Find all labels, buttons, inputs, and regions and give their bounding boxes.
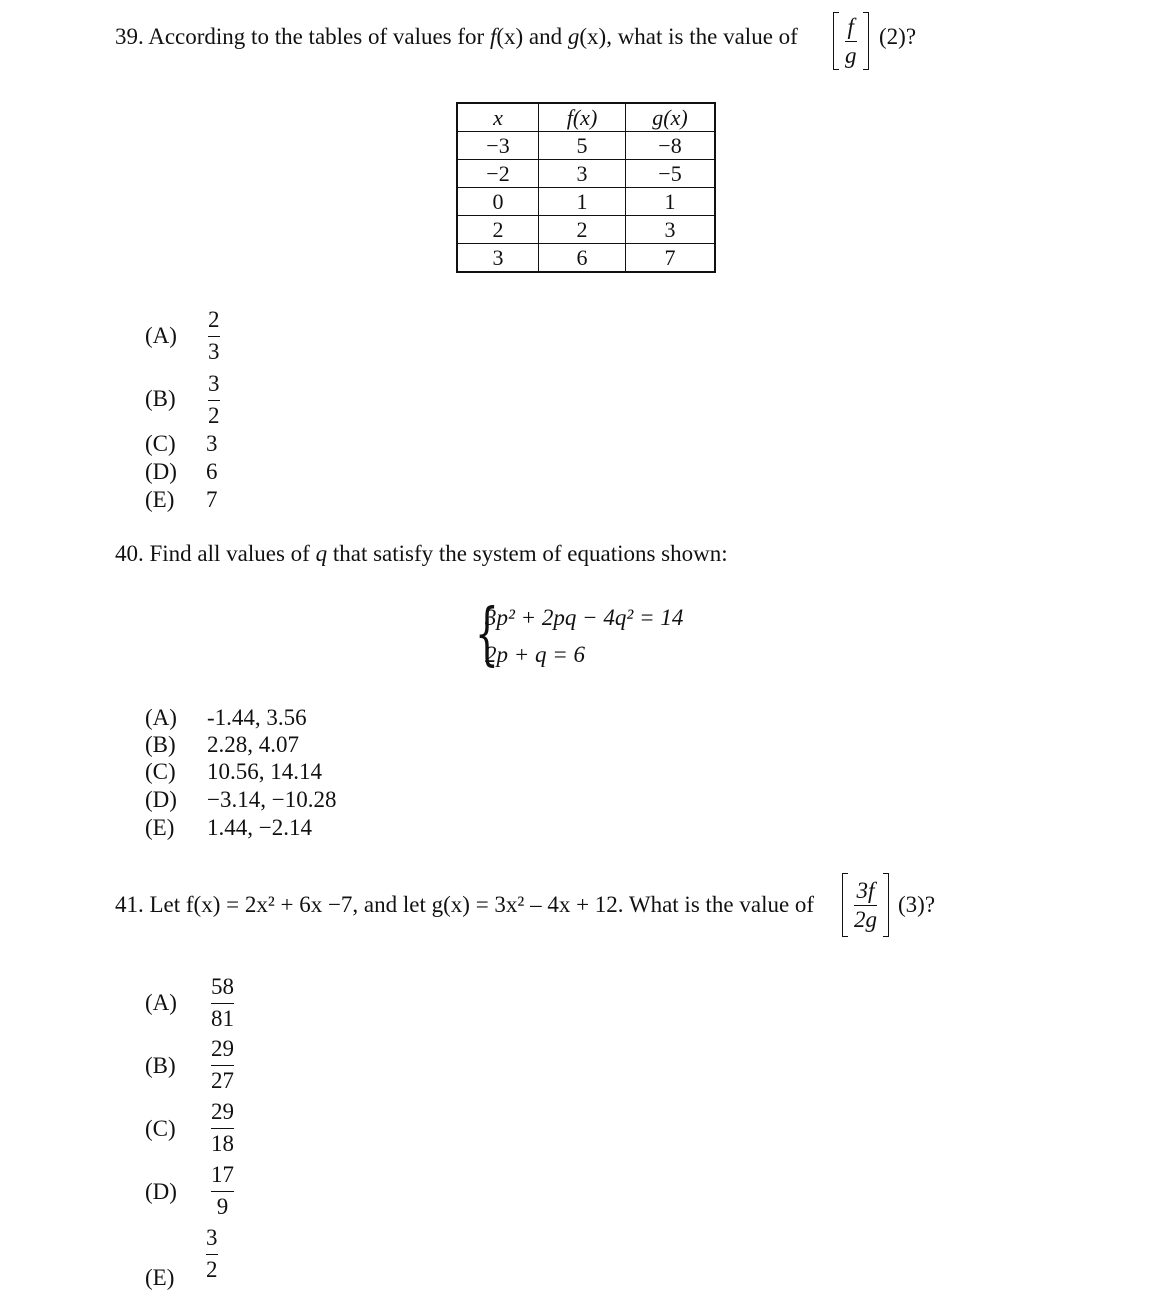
q40-choice-d-label[interactable]: (D) <box>145 787 177 812</box>
q39-g: g <box>567 24 580 49</box>
q39-choice-c-label[interactable]: (C) <box>145 431 176 456</box>
q40-prompt <box>115 541 728 567</box>
q41-choice-e-fraction[interactable] <box>206 1225 218 1283</box>
table-cell: 2 <box>539 216 626 244</box>
q41-number: 41. <box>115 892 144 917</box>
q41-text: Let f(x) = 2x² + 6x −7, and let g(x) = 3x² – 4x + 12. What is the value of <box>149 892 815 917</box>
table-cell: 2 <box>457 216 539 244</box>
q40-choice-d-value[interactable]: −3.14, −10.28 <box>207 787 337 812</box>
q40-text-b: that satisfy the system of equations shown: <box>332 541 728 566</box>
q39-text-before: According to the tables of values for <box>148 24 485 49</box>
table-cell: −8 <box>626 132 716 160</box>
table-cell: 1 <box>539 188 626 216</box>
q39-choice-a-num: 2 <box>208 307 220 332</box>
table-header-row <box>457 103 715 132</box>
q41-choice-d-num: 17 <box>211 1162 234 1187</box>
q41-choice-a-num: 58 <box>211 974 234 999</box>
q41-choice-a-fraction[interactable] <box>211 974 234 1032</box>
q40-var: q <box>315 541 328 566</box>
header-fx: f(x) <box>539 103 626 132</box>
q41-choice-c-label[interactable]: (C) <box>145 1116 176 1141</box>
table-cell: 0 <box>457 188 539 216</box>
q41-choice-d-label[interactable]: (D) <box>145 1179 177 1204</box>
q39-choice-e-value[interactable]: 7 <box>206 487 218 512</box>
q39-choice-d-label[interactable]: (D) <box>145 459 177 484</box>
q40-eq1: 3p² + 2pq − 4q² = 14 <box>485 605 684 630</box>
q39-gx-arg: (x), what is the value of <box>579 24 798 49</box>
q40-choice-b-label[interactable]: (B) <box>145 732 176 757</box>
q39-choice-c-value[interactable]: 3 <box>206 431 218 456</box>
q39-fx-arg: (x) <box>496 24 524 49</box>
q41-choice-b-den: 27 <box>211 1068 234 1093</box>
q41-bracket-fraction <box>842 873 889 937</box>
table-row <box>457 188 715 216</box>
q39-frac-den: g <box>845 42 857 68</box>
q41-frac-num: 3f <box>856 877 875 903</box>
q40-text-a: Find all values of <box>149 541 310 566</box>
q40-choice-a-label[interactable]: (A) <box>145 705 177 730</box>
q39-choice-d-value[interactable]: 6 <box>206 459 218 484</box>
q41-choice-e-den: 2 <box>206 1257 218 1282</box>
q40-choice-a-value[interactable]: -1.44, 3.56 <box>207 705 307 730</box>
q39-f: f <box>489 24 497 49</box>
table-row <box>457 216 715 244</box>
q41-choice-e-label[interactable]: (E) <box>145 1265 175 1290</box>
table-cell: −5 <box>626 160 716 188</box>
q40-choice-b-value[interactable]: 2.28, 4.07 <box>207 732 299 757</box>
q41-choice-d-fraction[interactable] <box>211 1162 234 1220</box>
q40-eq2: 2p + q = 6 <box>485 642 586 667</box>
table-cell: 3 <box>626 216 716 244</box>
table-cell: −3 <box>457 132 539 160</box>
q39-choice-b-num: 3 <box>208 371 220 396</box>
header-x: x <box>457 103 539 132</box>
header-gx: g(x) <box>626 103 716 132</box>
q41-choice-b-num: 29 <box>211 1036 234 1061</box>
q41-choice-d-den: 9 <box>216 1194 229 1219</box>
q41-prompt <box>115 892 814 918</box>
table-row <box>457 244 715 273</box>
table-cell: 6 <box>539 244 626 273</box>
q39-frac-num: f <box>847 13 854 39</box>
q41-tail: (3)? <box>898 892 936 917</box>
q40-choice-c-value[interactable]: 10.56, 14.14 <box>207 759 322 784</box>
table-cell: 3 <box>539 160 626 188</box>
q39-prompt <box>115 24 798 50</box>
q39-bracket-fraction <box>833 12 869 70</box>
q41-choice-a-den: 81 <box>211 1006 234 1031</box>
q39-choice-a-den: 3 <box>208 339 220 364</box>
q39-choice-b-label[interactable]: (B) <box>145 386 176 411</box>
q39-choice-e-label[interactable]: (E) <box>145 487 175 512</box>
q40-choice-c-label[interactable]: (C) <box>145 759 176 784</box>
q40-choice-e-label[interactable]: (E) <box>145 815 175 840</box>
q39-choice-b-den: 2 <box>208 403 220 428</box>
q41-choice-c-fraction[interactable] <box>211 1099 234 1157</box>
q41-choice-b-fraction[interactable] <box>211 1036 234 1094</box>
table-cell: 3 <box>457 244 539 273</box>
q39-choice-a-fraction[interactable] <box>208 307 220 365</box>
q41-choice-a-label[interactable]: (A) <box>145 990 177 1015</box>
table-row <box>457 132 715 160</box>
system-brace: { <box>475 595 499 674</box>
q39-choice-b-fraction[interactable] <box>208 371 220 429</box>
q39-and: and <box>528 24 563 49</box>
q41-choice-b-label[interactable]: (B) <box>145 1053 176 1078</box>
q41-choice-c-num: 29 <box>211 1099 234 1124</box>
q41-choice-c-den: 18 <box>211 1131 234 1156</box>
table-row <box>457 160 715 188</box>
q41-choice-e-num: 3 <box>206 1225 218 1250</box>
q39-number: 39. <box>115 24 144 49</box>
table-cell: −2 <box>457 160 539 188</box>
table-cell: 5 <box>539 132 626 160</box>
q39-tail: (2)? <box>879 24 917 49</box>
table-cell: 1 <box>626 188 716 216</box>
table-cell: 7 <box>626 244 716 273</box>
q40-choice-e-value[interactable]: 1.44, −2.14 <box>207 815 312 840</box>
q41-frac-den: 2g <box>854 906 877 932</box>
q40-number: 40. <box>115 541 144 566</box>
values-table <box>456 102 716 273</box>
q39-choice-a-label[interactable]: (A) <box>145 323 177 348</box>
